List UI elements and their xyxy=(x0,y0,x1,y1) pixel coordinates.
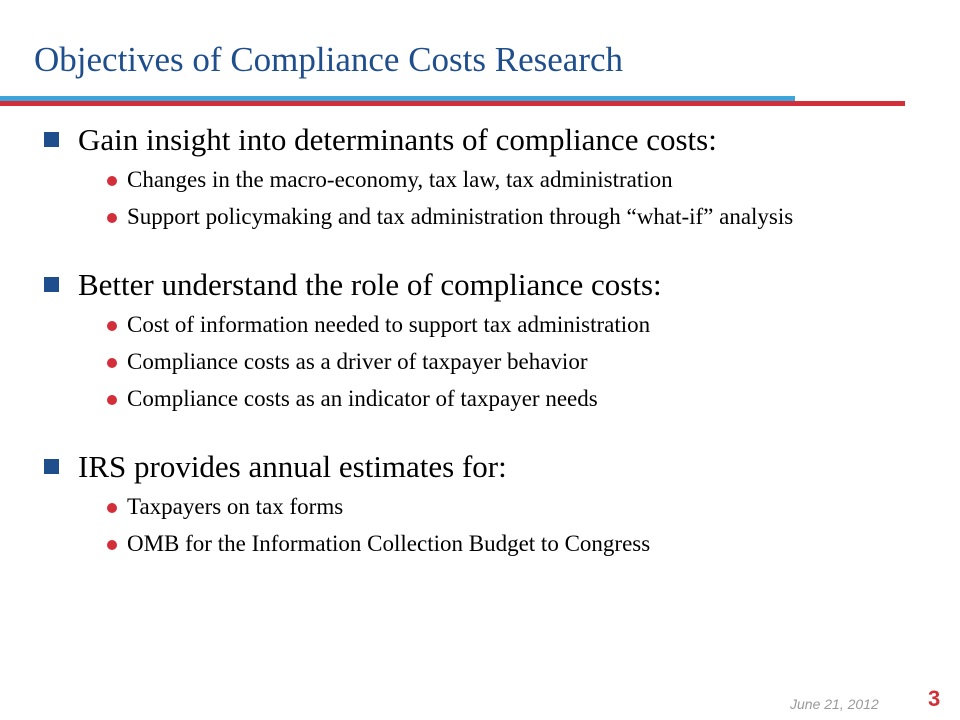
square-bullet-icon xyxy=(44,132,59,147)
list-item xyxy=(107,532,924,555)
list-item-text: Support policymaking and tax administration through “what-if” analysis xyxy=(127,204,794,229)
list-item xyxy=(107,313,924,336)
section-heading-row xyxy=(44,265,924,305)
list-item xyxy=(107,168,924,191)
list-item-text: Compliance costs as an indicator of taxpayer needs xyxy=(127,386,598,411)
title-rule-red xyxy=(0,101,905,106)
section-heading-row xyxy=(44,120,924,160)
section-heading: Gain insight into determinants of compliance costs: xyxy=(78,122,717,157)
section-heading: IRS provides annual estimates for: xyxy=(78,449,507,484)
page-title: Objectives of Compliance Costs Research xyxy=(34,40,624,79)
square-bullet-icon xyxy=(44,277,59,292)
section-role xyxy=(44,265,924,410)
list-item xyxy=(107,495,924,518)
section-irs-estimates xyxy=(44,447,924,555)
round-bullet-icon xyxy=(107,358,117,368)
section-heading-row xyxy=(44,447,924,487)
slide-content xyxy=(44,120,924,569)
sub-bullet-list xyxy=(44,495,924,555)
list-item-text: OMB for the Information Collection Budget to Congress xyxy=(127,531,651,556)
square-bullet-icon xyxy=(44,459,59,474)
round-bullet-icon xyxy=(107,395,117,405)
footer-date: June 21, 2012 xyxy=(790,696,879,712)
section-determinants xyxy=(44,120,924,228)
sub-bullet-list xyxy=(44,168,924,228)
list-item xyxy=(107,350,924,373)
list-item xyxy=(107,387,924,410)
list-item-text: Compliance costs as a driver of taxpayer behavior xyxy=(127,349,588,374)
round-bullet-icon xyxy=(107,213,117,223)
round-bullet-icon xyxy=(107,540,117,550)
sub-bullet-list xyxy=(44,313,924,410)
round-bullet-icon xyxy=(107,176,117,186)
list-item xyxy=(107,205,924,228)
round-bullet-icon xyxy=(107,321,117,331)
round-bullet-icon xyxy=(107,503,117,513)
list-item-text: Changes in the macro-economy, tax law, tax administration xyxy=(127,167,673,192)
section-heading: Better understand the role of compliance costs: xyxy=(78,267,662,302)
list-item-text: Taxpayers on tax forms xyxy=(127,494,344,519)
page-number: 3 xyxy=(928,686,941,711)
list-item-text: Cost of information needed to support tax administration xyxy=(127,312,651,337)
